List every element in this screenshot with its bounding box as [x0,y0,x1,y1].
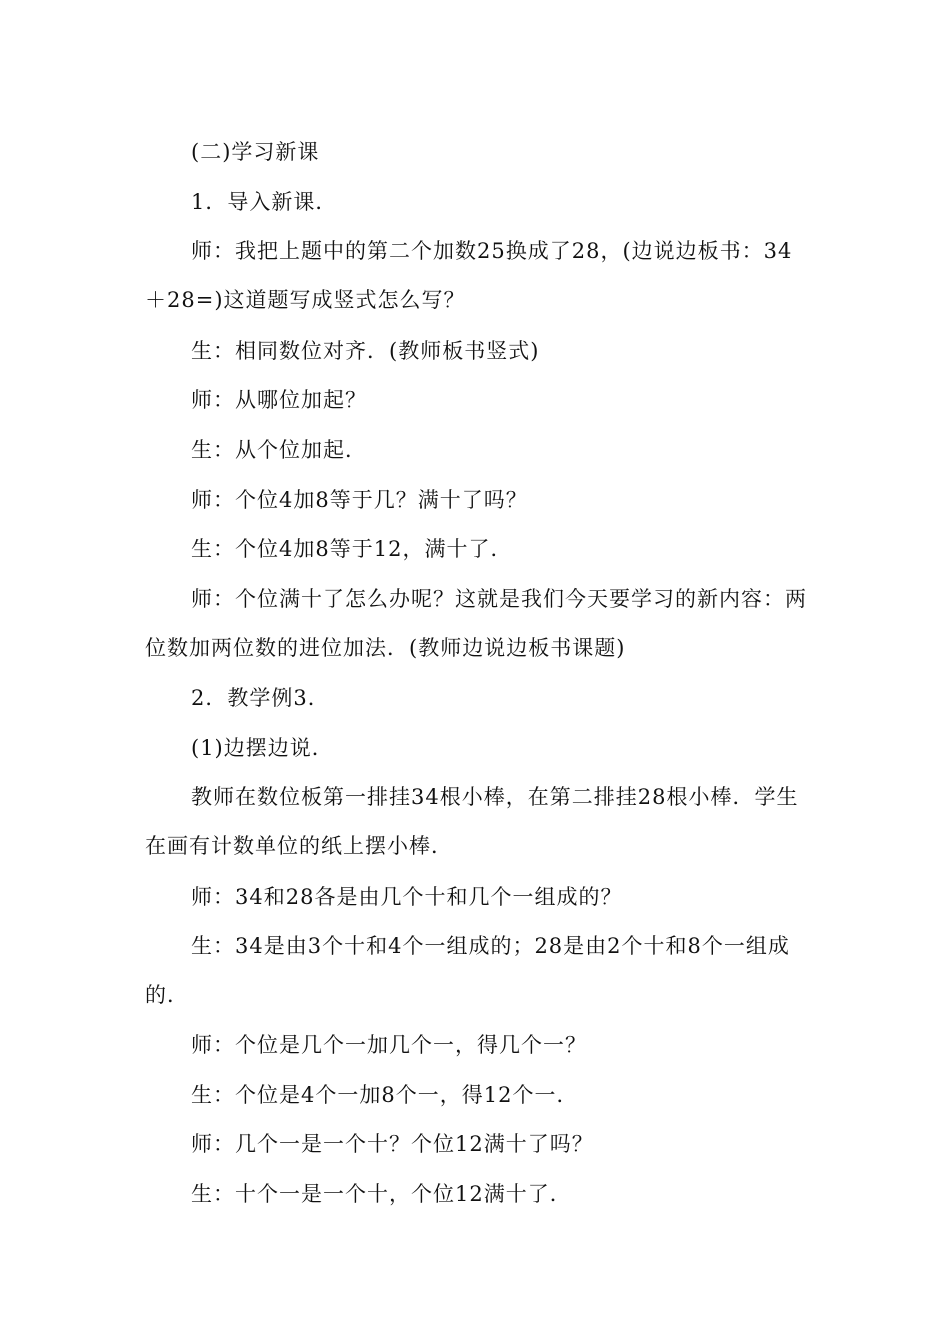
body-paragraph: 教师在数位板第一排挂34根小棒，在第二排挂28根小棒．学生在画有计数单位的纸上摆小棒． [145,785,799,858]
dialogue-paragraph: 师：个位满十了怎么办呢？这就是我们今天要学习的新内容：两位数加两位数的进位加法．(教师边说边板书课题) [145,587,807,660]
subsection-heading: 2．教学例3． [191,686,330,710]
subsection-heading: 1．导入新课． [191,190,338,214]
dialogue-paragraph: 生：十个一是一个十，个位12满十了． [191,1182,572,1206]
dialogue-paragraph: 师：个位是几个一加几个一，得几个一？ [191,1033,587,1057]
dialogue-paragraph: 师：我把上题中的第二个加数25换成了28，(边说边板书：34＋28=)这道题写成竖式怎么写？ [145,239,793,312]
step-heading: (1)边摆边说． [191,736,334,760]
dialogue-paragraph: 生：个位是4个一加8个一，得12个一． [191,1083,579,1107]
dialogue-paragraph: 师：个位4加8等于几？满十了吗？ [191,488,528,512]
dialogue-paragraph: 师：34和28各是由几个十和几个一组成的？ [191,885,623,909]
dialogue-paragraph: 生：相同数位对齐．(教师板书竖式) [191,339,540,363]
dialogue-paragraph: 师：几个一是一个十？个位12满十了吗？ [191,1132,594,1156]
dialogue-paragraph: 生：个位4加8等于12，满十了． [191,537,513,561]
dialogue-paragraph: 生：34是由3个十和4个一组成的；28是由2个十和8个一组成的． [145,934,790,1007]
dialogue-paragraph: 师：从哪位加起？ [191,388,367,412]
dialogue-paragraph: 生：从个位加起． [191,438,367,462]
section-heading: (二)学习新课 [191,140,320,164]
